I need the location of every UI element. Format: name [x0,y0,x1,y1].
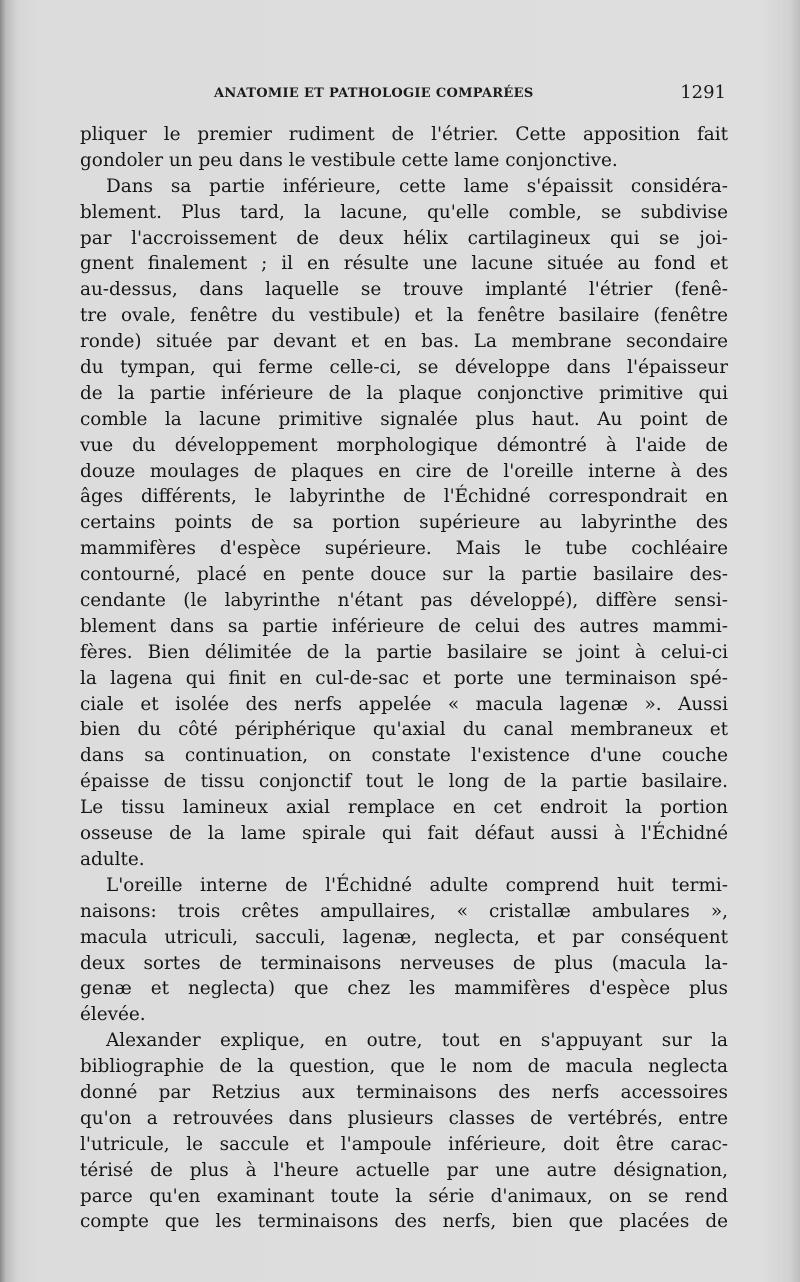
text-line: parce qu'en examinant toute la série d'animaux, on se rend [80,1185,728,1207]
text-line: L'oreille interne de l'Échidné adulte comprend huit termi- [106,874,728,896]
text-line: par l'accroissement de deux hélix cartilagineux qui se joi- [80,227,728,249]
running-title: ANATOMIE ET PATHOLOGIE COMPARÉES [214,86,534,101]
text-line: certains points de sa portion supérieure au labyrinthe des [80,512,728,534]
text-line: ronde) située par devant et en bas. La membrane secondaire [80,331,728,353]
text-line: élevée. [80,1004,146,1026]
paragraph [80,174,728,873]
text-line: mammifères d'espèce supérieure. Mais le tube cochléaire [80,538,728,560]
text-line: gnent finalement ; il en résulte une lacune située au fond et [80,253,728,275]
text-line: Alexander explique, en outre, tout en s'appuyant sur la [106,1030,728,1052]
text-line: blement dans sa partie inférieure de celui des autres mammi- [80,615,728,637]
text-line: qu'on a retrouvées dans plusieurs classes de vertébrés, entre [80,1107,728,1129]
text-line: blement. Plus tard, la lacune, qu'elle comble, se subdivise [80,201,728,223]
text-line: tre ovale, fenêtre du vestibule) et la fenêtre basilaire (fenêtre [80,305,728,327]
text-line: vue du développement morphologique démontré à l'aide de [80,434,728,456]
text-line: bibliographie de la question, que le nom de macula neglecta [80,1056,728,1078]
text-line: adulte. [80,848,145,870]
text-line: macula utriculi, sacculi, lagenæ, neglecta, et par conséquent [80,926,728,948]
text-line: âges différents, le labyrinthe de l'Échidné correspondrait en [80,486,728,508]
text-line: Le tissu lamineux axial remplace en cet endroit la portion [80,797,728,819]
text-line: térisé de plus à l'heure actuelle par une autre désignation, [80,1159,728,1181]
text-line: au-dessus, dans laquelle se trouve implanté l'étrier (fenê- [80,279,728,301]
text-line: deux sortes de terminaisons nerveuses de plus (macula la- [80,952,728,974]
text-line: épaisse de tissu conjonctif tout le long de la partie basilaire. [80,771,728,793]
paragraph [80,1028,728,1235]
text-line: compte que les terminaisons des nerfs, bien que placées de [80,1211,728,1233]
text-line: douze moulages de plaques en cire de l'oreille interne à des [80,460,728,482]
text-line: du tympan, qui ferme celle-ci, se développe dans l'épaisseur [80,357,728,379]
text-line: la lagena qui finit en cul-de-sac et porte une terminaison spé- [80,667,728,689]
text-line: bien du côté périphérique qu'axial du canal membraneux et [80,719,728,741]
body-text [80,122,728,1235]
text-line: pliquer le premier rudiment de l'étrier. Cette apposition fait [80,124,728,145]
text-line: cendante (le labyrinthe n'étant pas développé), diffère sensi- [80,590,728,612]
text-line: donné par Retzius aux terminaisons des nerfs accessoires [80,1081,728,1103]
paragraph [80,873,728,1028]
page-number: 1291 [680,82,726,103]
paragraph [80,122,728,174]
page-header [80,84,726,108]
text-line: fères. Bien délimitée de la partie basilaire se joint à celui-ci [80,641,728,663]
text-line: de la partie inférieure de la plaque conjonctive primitive qui [80,382,728,404]
text-line: l'utricule, le saccule et l'ampoule inférieure, doit être carac- [80,1133,728,1155]
text-line: comble la lacune primitive signalée plus haut. Au point de [80,408,728,430]
text-line: naisons: trois crêtes ampullaires, « cristallæ ambulares », [80,900,728,922]
text-line: contourné, placé en pente douce sur la partie basilaire des- [80,564,728,586]
text-line: ciale et isolée des nerfs appelée « macula lagenæ ». Aussi [80,693,728,715]
text-line: gondoler un peu dans le vestibule cette lame conjonctive. [80,149,618,171]
text-line: osseuse de la lame spirale qui fait défaut aussi à l'Échidné [80,823,728,845]
text-line: Dans sa partie inférieure, cette lame s'épaissit considéra- [106,175,728,197]
text-line: dans sa continuation, on constate l'existence d'une couche [80,745,728,767]
text-line: genæ et neglecta) que chez les mammifères d'espèce plus [80,978,728,1000]
